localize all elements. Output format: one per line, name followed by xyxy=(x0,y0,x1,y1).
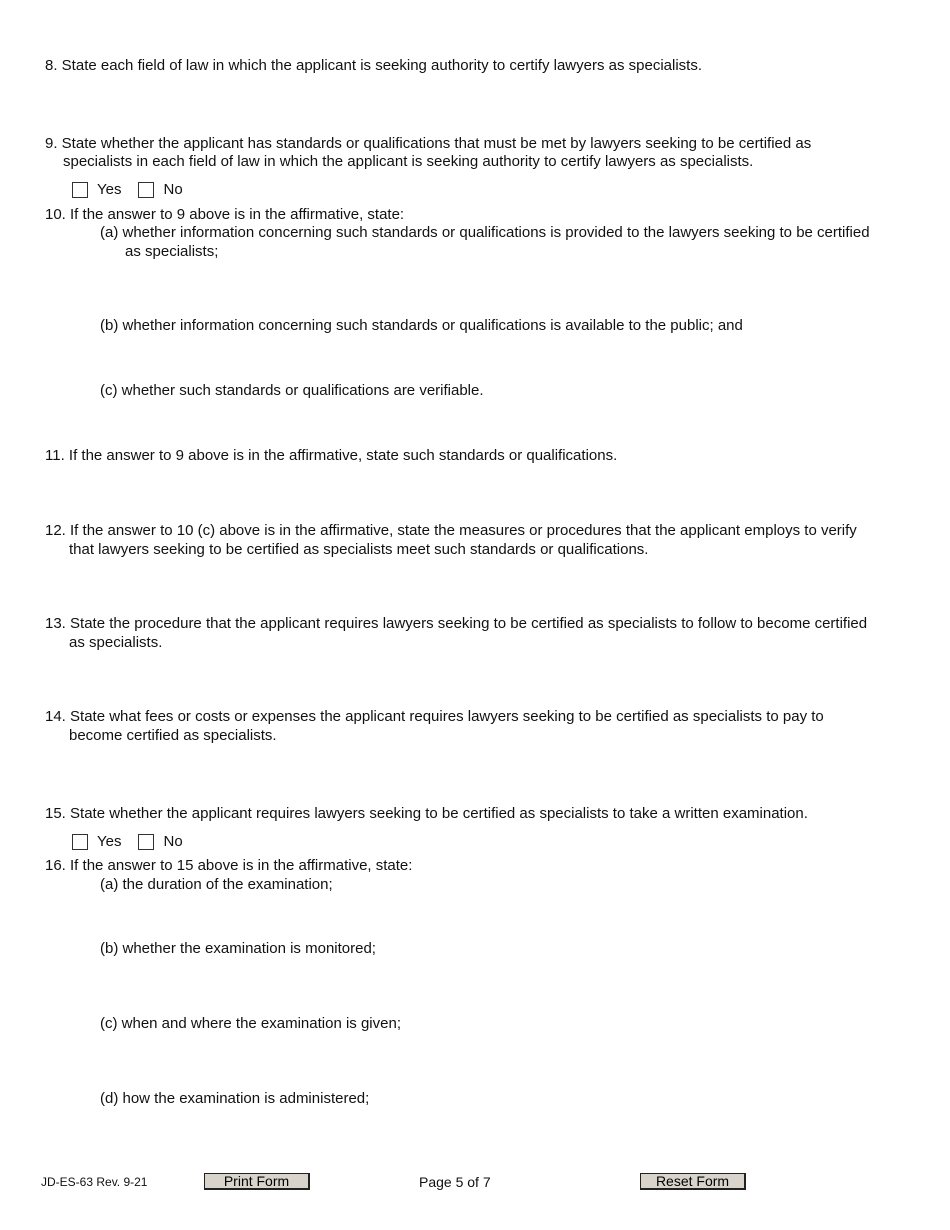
question-9-options xyxy=(72,181,200,198)
page-indicator: Page 5 of 7 xyxy=(419,1174,491,1190)
question-16c: (c) when and where the examination is given; xyxy=(100,1015,401,1032)
question-9-yes-label: Yes xyxy=(97,181,122,198)
question-15-options xyxy=(72,833,200,850)
question-15-yes-label: Yes xyxy=(97,833,122,850)
print-form-button[interactable]: Print Form xyxy=(204,1173,310,1190)
question-16: 16. If the answer to 15 above is in the affirmative, state: xyxy=(45,857,413,874)
question-9-line-2: specialists in each field of law in which the applicant is seeking authority to certify lawyers as specialists. xyxy=(63,153,754,170)
question-9-no-label: No xyxy=(163,181,183,198)
form-id: JD-ES-63 Rev. 9-21 xyxy=(41,1175,148,1189)
question-15-no-label: No xyxy=(163,833,183,850)
question-14-line-1: 14. State what fees or costs or expenses the applicant requires lawyers seeking to be certified as specialists to pay to xyxy=(45,708,824,725)
question-10a-line-1: (a) whether information concerning such standards or qualifications is provided to the lawyers seeking to be certified xyxy=(100,224,870,241)
question-9-yes-checkbox[interactable] xyxy=(72,182,88,198)
question-10a-line-2: as specialists; xyxy=(125,243,219,260)
reset-form-button[interactable]: Reset Form xyxy=(640,1173,746,1190)
question-9-no-checkbox[interactable] xyxy=(138,182,154,198)
question-12-line-1: 12. If the answer to 10 (c) above is in the affirmative, state the measures or procedures that the applicant employs to verify xyxy=(45,522,857,539)
question-10: 10. If the answer to 9 above is in the affirmative, state: xyxy=(45,206,405,223)
question-16b: (b) whether the examination is monitored; xyxy=(100,940,376,957)
question-14-line-2: become certified as specialists. xyxy=(69,727,277,744)
question-16d: (d) how the examination is administered; xyxy=(100,1090,370,1107)
question-10b: (b) whether information concerning such standards or qualifications is available to the public; and xyxy=(100,317,743,334)
question-10c: (c) whether such standards or qualifications are verifiable. xyxy=(100,382,484,399)
question-13-line-2: as specialists. xyxy=(69,634,163,651)
question-12-line-2: that lawyers seeking to be certified as specialists meet such standards or qualifications. xyxy=(69,541,649,558)
question-15-no-checkbox[interactable] xyxy=(138,834,154,850)
question-13-line-1: 13. State the procedure that the applicant requires lawyers seeking to be certified as specialists to follow to become certified xyxy=(45,615,868,632)
question-15: 15. State whether the applicant requires lawyers seeking to be certified as specialists to take a written examination. xyxy=(45,805,808,822)
question-9-line-1: 9. State whether the applicant has standards or qualifications that must be met by lawyers seeking to be certified as xyxy=(45,135,812,152)
question-16a: (a) the duration of the examination; xyxy=(100,876,333,893)
question-11: 11. If the answer to 9 above is in the affirmative, state such standards or qualifications. xyxy=(45,447,618,464)
question-8: 8. State each field of law in which the applicant is seeking authority to certify lawyers as specialists. xyxy=(45,57,702,74)
question-15-yes-checkbox[interactable] xyxy=(72,834,88,850)
